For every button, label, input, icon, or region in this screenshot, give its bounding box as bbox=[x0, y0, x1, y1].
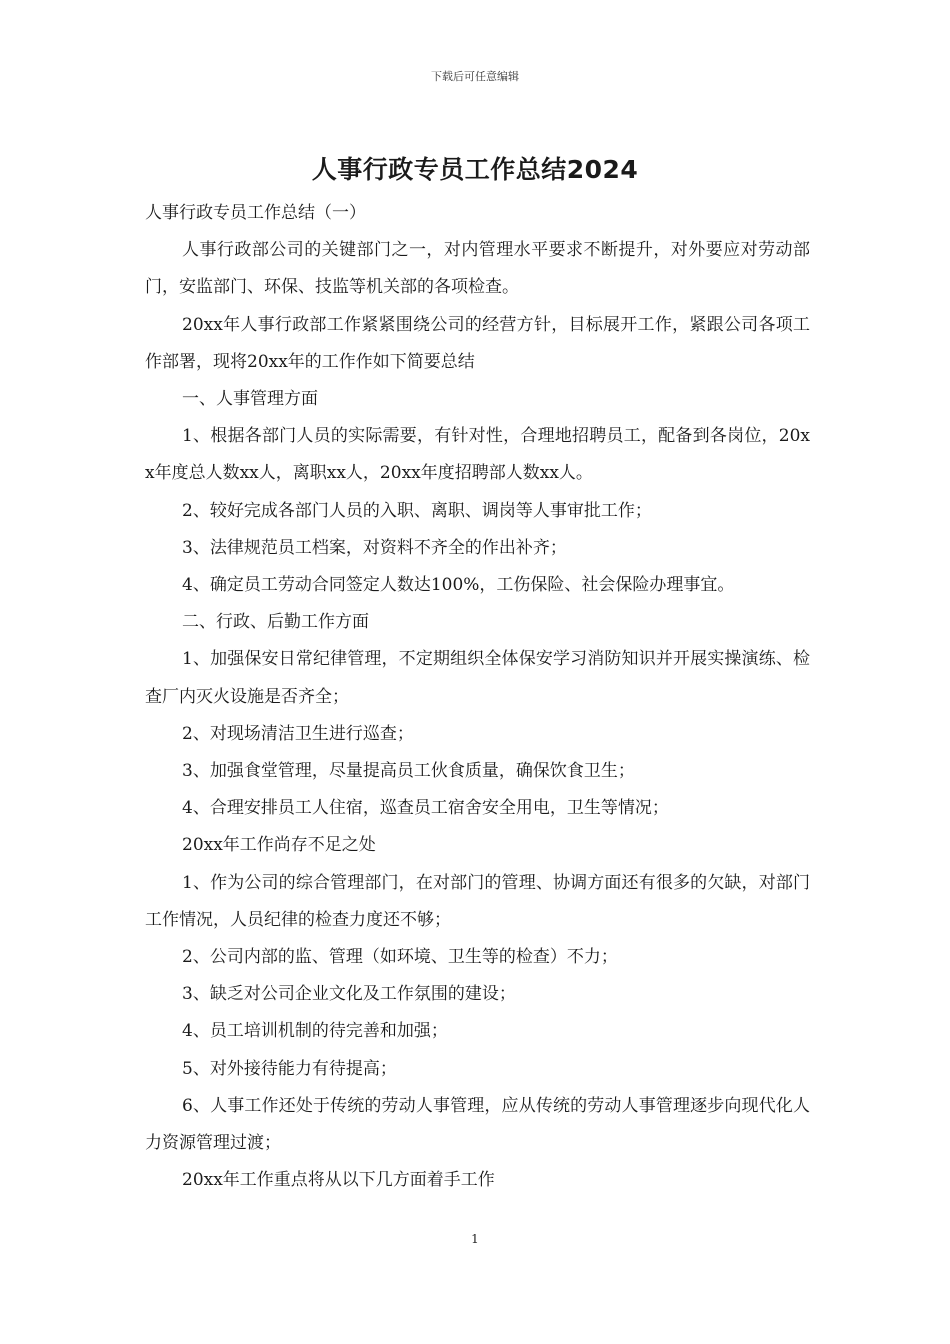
list-item: 1、根据各部门人员的实际需要，有针对性，合理地招聘员工，配备到各岗位，20xx年度总人数xx人，离职xx人，20xx年度招聘部人数xx人。 bbox=[145, 426, 810, 484]
list-item: 4、确定员工劳动合同签定人数达100%，工伤保险、社会保险办理事宜。 bbox=[182, 575, 735, 596]
list-item: 5、对外接待能力有待提高； bbox=[182, 1058, 397, 1079]
list-item: 3、法律规范员工档案，对资料不齐全的作出补齐； bbox=[182, 537, 567, 558]
page-number: 1 bbox=[471, 1232, 479, 1246]
paragraph: 20xx年人事行政部工作紧紧围绕公司的经营方针，目标展开工作，紧跟公司各项工作部署，现将20xx年的工作作如下简要总结 bbox=[145, 314, 810, 372]
document-body bbox=[145, 195, 810, 1199]
list-item: 1、作为公司的综合管理部门，在对部门的管理、协调方面还有很多的欠缺，对部门工作情况，人员纪律的检查力度还不够； bbox=[145, 872, 810, 930]
list-item: 2、较好完成各部门人员的入职、离职、调岗等人事审批工作； bbox=[182, 500, 652, 521]
page-title: 人事行政专员工作总结2024 bbox=[311, 155, 639, 184]
section-heading: 一、人事管理方面 bbox=[182, 389, 318, 410]
list-item: 4、员工培训机制的待完善和加强； bbox=[182, 1021, 448, 1042]
list-item: 3、缺乏对公司企业文化及工作氛围的建设； bbox=[182, 984, 516, 1005]
list-item: 1、加强保安日常纪律管理，不定期组织全体保安学习消防知识并开展实操演练、检查厂内灭火设施是否齐全； bbox=[145, 649, 810, 707]
section-subtitle: 人事行政专员工作总结（一） bbox=[145, 203, 366, 223]
paragraph: 人事行政部公司的关键部门之一，对内管理水平要求不断提升，对外要应对劳动部门，安监部门、环保、技监等机关部的各项检查。 bbox=[145, 240, 810, 298]
list-item: 2、对现场清洁卫生进行巡查； bbox=[182, 723, 414, 744]
list-item: 6、人事工作还处于传统的劳动人事管理，应从传统的劳动人事管理逐步向现代化人力资源管理过渡； bbox=[145, 1095, 810, 1154]
list-item: 3、加强食堂管理，尽量提高员工伙食质量，确保饮食卫生； bbox=[182, 761, 635, 782]
section-heading: 20xx年工作尚存不足之处 bbox=[182, 835, 376, 856]
list-item: 2、公司内部的监、管理（如环境、卫生等的检查）不力； bbox=[182, 947, 618, 968]
list-item: 4、合理安排员工人住宿，巡查员工宿舍安全用电，卫生等情况； bbox=[182, 798, 669, 819]
section-heading: 20xx年工作重点将从以下几方面着手工作 bbox=[182, 1170, 495, 1191]
header-note: 下载后可任意编辑 bbox=[431, 70, 519, 83]
section-heading: 二、行政、后勤工作方面 bbox=[182, 612, 369, 633]
